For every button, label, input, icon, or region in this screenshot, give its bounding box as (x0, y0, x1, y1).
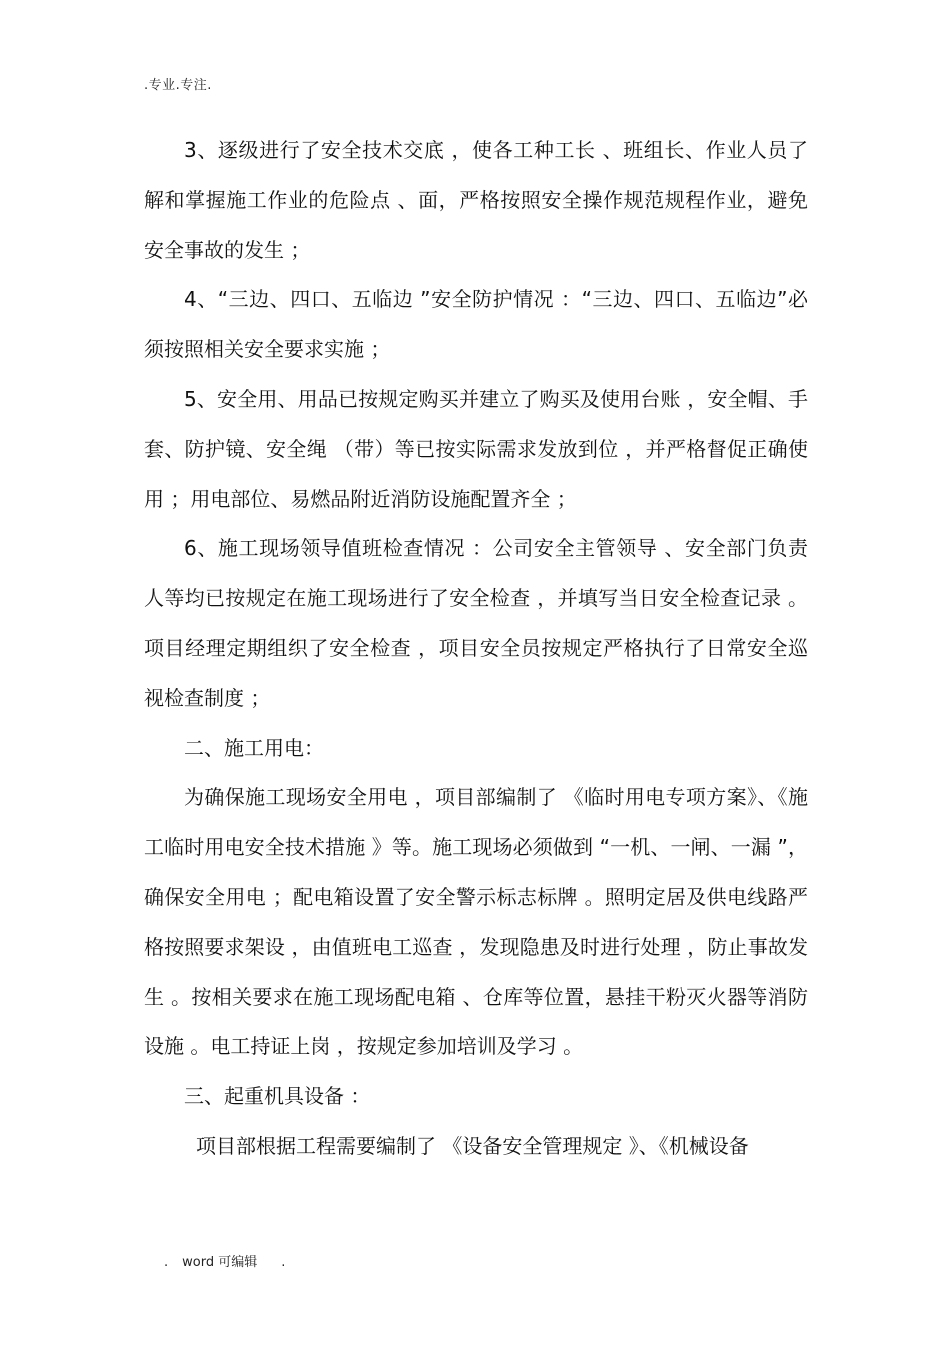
paragraph-item-5: 5、安全用、用品已按规定购买并建立了购买及使用台账 ，安全帽、手套、防护镜、安全绳 （带）等已按实际需求发放到位 ，并严格督促正确使用 ；用电部位、易燃品附近消防设施配置齐全 ； (144, 386, 808, 511)
page-header: .专业.专注. (144, 78, 212, 93)
footer-dot-left: . (164, 1255, 169, 1270)
paragraph-electricity: 为确保施工现场安全用电 ，项目部编制了 《临时用电专项方案》、《施工临时用电安全技术措施 》等。施工现场必须做到 “一机、一闸、一漏 ”，确保安全用电 ；配电箱设置了安全警示标志标牌 。照明定居及供电线路严格按照要求架设 ，由值班电工巡查 ，发现隐患及时进行处理 ，防止事故发生 。按相关要求在施工现场配电箱 、仓库等位置，悬挂干粉灭火器等消防设施 。电工持证上岗 ，按规定参加培训及学习 。 (144, 785, 808, 1059)
paragraph-lifting: 项目部根据工程需要编制了 《设备安全管理规定 》、《机械设备 (196, 1133, 749, 1158)
section-heading-lifting: 三、起重机具设备 ： (184, 1084, 371, 1109)
footer-text: word 可编辑 (182, 1255, 258, 1270)
paragraph-item-3: 3、逐级进行了安全技术交底 ，使各工种工长 、班组长、作业人员了解和掌握施工作业的危险点 、面，严格按照安全操作规范规程作业，避免安全事故的发生 ； (144, 138, 808, 262)
paragraph-item-4: 4、“三边、四口、五临边 ”安全防护情况 ：“三边、四口、五临边”必须按照相关安全要求实施 ； (144, 287, 808, 362)
document-body (144, 126, 808, 1172)
paragraph-item-6: 6、施工现场领导值班检查情况 ：公司安全主管领导 、安全部门负责人等均已按规定在施工现场进行了安全检查 ，并填写当日安全检查记录 。项目经理定期组织了安全检查 ，项目安全员按规定严格执行了日常安全巡视检查制度 ； (144, 536, 808, 710)
section-heading-electricity: 二、施工用电： (184, 735, 324, 760)
page-footer (164, 1251, 285, 1270)
footer-dot-right: . (281, 1255, 286, 1270)
